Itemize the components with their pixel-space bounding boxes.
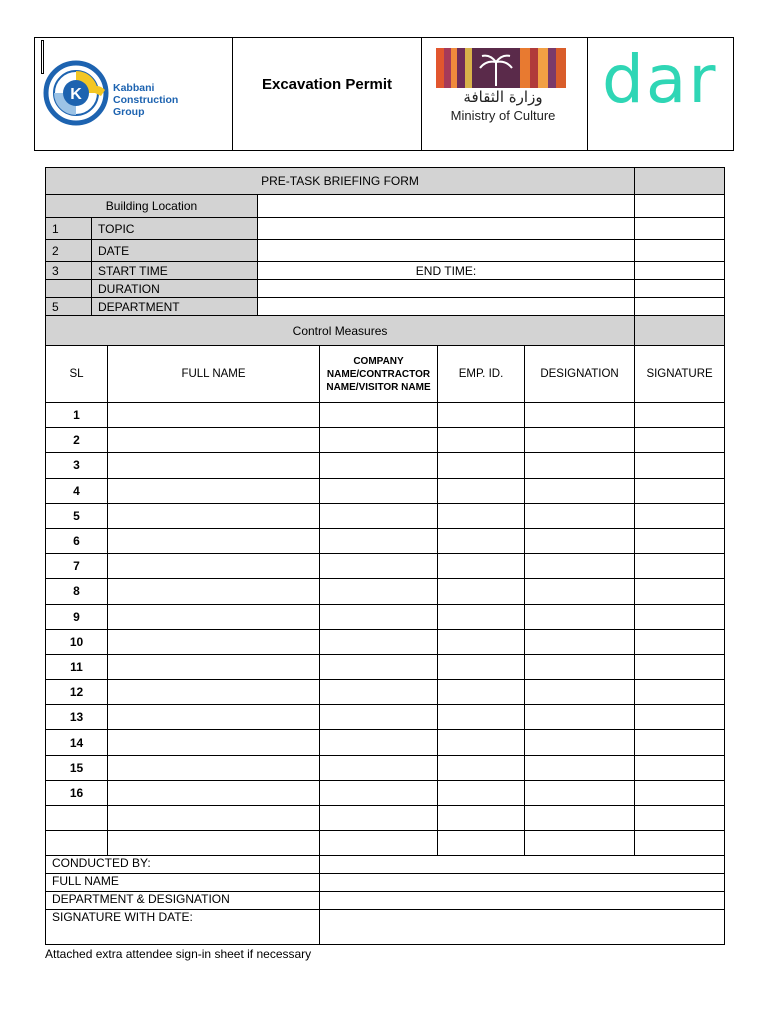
attendee-row [46,453,725,478]
attendee-company-field[interactable] [320,680,438,705]
side-cell [635,240,725,262]
attendee-header-row [46,346,725,403]
attendee-signature-field[interactable] [635,730,725,755]
column-header-full-name: FULL NAME [108,346,320,403]
attendee-designation-field[interactable] [525,780,635,805]
attendee-row [46,831,725,856]
duration-field[interactable] [258,280,635,298]
attendee-signature-field[interactable] [635,503,725,528]
attendee-signature-field[interactable] [635,478,725,503]
attendee-company-field[interactable] [320,831,438,856]
kabbani-logo-cell [35,38,233,150]
side-cell [635,262,725,280]
info-row-start-time [46,262,725,280]
attendee-full-name-field[interactable] [108,831,320,856]
attendee-emp-id-field[interactable] [438,831,525,856]
side-cell [635,316,725,346]
attendee-signature-field[interactable] [635,528,725,553]
attendee-designation-field[interactable] [525,730,635,755]
info-row-topic [46,218,725,240]
attendee-sl: 12 [46,680,108,705]
attendee-full-name-field[interactable] [108,680,320,705]
ministry-name: Ministry of Culture [450,108,556,123]
attendee-sl [46,806,108,831]
attendee-emp-id-field[interactable] [438,629,525,654]
attendee-sl: 7 [46,554,108,579]
attendee-emp-id-field[interactable] [438,478,525,503]
attendee-signature-field[interactable] [635,579,725,604]
conducted-by-row [46,874,725,892]
building-location-field[interactable] [258,195,635,218]
conducted-by-field[interactable] [320,910,725,945]
attendee-row [46,478,725,503]
conducted-by-field[interactable] [320,892,725,910]
attendee-row [46,780,725,805]
column-header-sl: SL [46,346,108,403]
conducted-by-label: DEPARTMENT & DESIGNATION [46,892,320,910]
attendee-company-field[interactable] [320,780,438,805]
conducted-by-label: CONDUCTED BY: [46,856,320,874]
attendee-emp-id-field[interactable] [438,705,525,730]
attendee-designation-field[interactable] [525,478,635,503]
info-row-label: DURATION [92,280,258,298]
attendee-signature-field[interactable] [635,453,725,478]
form-title-side-cell [635,168,725,195]
conducted-by-field[interactable] [320,856,725,874]
attendee-emp-id-field[interactable] [438,680,525,705]
attendee-sl: 13 [46,705,108,730]
attendee-designation-field[interactable] [525,428,635,453]
attendee-designation-field[interactable] [525,806,635,831]
attendee-company-field[interactable] [320,629,438,654]
permit-title-cell [233,38,422,150]
attendee-designation-field[interactable] [525,654,635,679]
form-title: PRE-TASK BRIEFING FORM [46,168,635,195]
attendee-company-field[interactable] [320,654,438,679]
attendee-full-name-field[interactable] [108,654,320,679]
attendee-designation-field[interactable] [525,629,635,654]
conducted-by-field[interactable] [320,874,725,892]
attendee-company-field[interactable] [320,554,438,579]
attendee-company-field[interactable] [320,453,438,478]
attendee-emp-id-field[interactable] [438,604,525,629]
attendee-sl: 15 [46,755,108,780]
attendee-sl: 10 [46,629,108,654]
attendee-full-name-field[interactable] [108,629,320,654]
attendee-full-name-field[interactable] [108,503,320,528]
footnote: Attached extra attendee sign-in sheet if necessary [45,947,312,961]
attendee-sl: 1 [46,403,108,428]
attendee-company-field[interactable] [320,806,438,831]
dar-logo: dar [602,41,718,118]
attendee-emp-id-field[interactable] [438,654,525,679]
attendee-sl: 8 [46,579,108,604]
attendee-company-field[interactable] [320,705,438,730]
attendee-company-field[interactable] [320,403,438,428]
attendee-row [46,428,725,453]
attendee-emp-id-field[interactable] [438,730,525,755]
attendee-emp-id-field[interactable] [438,806,525,831]
attendee-row [46,755,725,780]
attendee-signature-field[interactable] [635,780,725,805]
attendee-emp-id-field[interactable] [438,755,525,780]
attendee-designation-field[interactable] [525,528,635,553]
attendee-signature-field[interactable] [635,428,725,453]
attendee-sl: 6 [46,528,108,553]
info-row-date [46,240,725,262]
attendee-signature-field[interactable] [635,705,725,730]
attendee-emp-id-field[interactable] [438,503,525,528]
info-row-label: TOPIC [92,218,258,240]
control-measures-row [46,316,725,346]
info-row-label: DEPARTMENT [92,298,258,316]
attendee-signature-field[interactable] [635,629,725,654]
attendee-company-field[interactable] [320,428,438,453]
date-field[interactable] [258,240,635,262]
form-title-row [46,168,725,195]
side-cell [635,280,725,298]
attendee-row [46,629,725,654]
attendee-signature-field[interactable] [635,755,725,780]
attendee-signature-field[interactable] [635,654,725,679]
attendee-full-name-field[interactable] [108,554,320,579]
column-header-emp-id: EMP. ID. [438,346,525,403]
attendee-designation-field[interactable] [525,579,635,604]
attendee-company-field[interactable] [320,528,438,553]
attendee-full-name-field[interactable] [108,528,320,553]
column-header-designation: DESIGNATION [525,346,635,403]
side-cell [635,218,725,240]
ministry-logo-cell [422,38,588,150]
attendee-row [46,654,725,679]
attendee-company-field[interactable] [320,503,438,528]
attendee-row [46,528,725,553]
info-row-department [46,298,725,316]
department-field[interactable] [258,298,635,316]
column-header-company: COMPANY NAME/CONTRACTOR NAME/VISITOR NAME [320,346,438,403]
attendee-sl: 9 [46,604,108,629]
attendee-sl: 14 [46,730,108,755]
conducted-by-row [46,910,725,945]
attendee-signature-field[interactable] [635,403,725,428]
attendee-emp-id-field[interactable] [438,579,525,604]
attendee-designation-field[interactable] [525,403,635,428]
conducted-by-label: FULL NAME [46,874,320,892]
attendee-emp-id-field[interactable] [438,403,525,428]
attendee-company-field[interactable] [320,478,438,503]
attendee-full-name-field[interactable] [108,780,320,805]
attendee-sl: 3 [46,453,108,478]
attendee-designation-field[interactable] [525,680,635,705]
control-measures-label: Control Measures [46,316,635,346]
conducted-by-row [46,856,725,874]
attendee-signature-field[interactable] [635,604,725,629]
attendee-emp-id-field[interactable] [438,528,525,553]
side-cell [635,298,725,316]
kabbani-logo-icon [43,60,109,126]
info-row-number: 2 [46,240,92,262]
pre-task-briefing-table [45,167,725,945]
info-row-number: 3 [46,262,92,280]
side-cell [635,195,725,218]
conducted-by-label: SIGNATURE WITH DATE: [46,910,320,945]
info-row-label: START TIME [92,262,258,280]
attendee-designation-field[interactable] [525,831,635,856]
attendee-row [46,730,725,755]
attendee-signature-field[interactable] [635,806,725,831]
attendee-sl: 4 [46,478,108,503]
attendee-sl: 11 [46,654,108,679]
attendee-full-name-field[interactable] [108,604,320,629]
attendee-designation-field[interactable] [525,453,635,478]
dar-logo-cell [588,38,733,150]
info-row-label: DATE [92,240,258,262]
attendee-full-name-field[interactable] [108,478,320,503]
document-header [34,37,734,151]
attendee-row [46,403,725,428]
attendee-emp-id-field[interactable] [438,780,525,805]
attendee-full-name-field[interactable] [108,453,320,478]
attendee-company-field[interactable] [320,579,438,604]
attendee-designation-field[interactable] [525,705,635,730]
info-row-number [46,280,92,298]
attendee-signature-field[interactable] [635,831,725,856]
building-location-row [46,195,725,218]
attendee-signature-field[interactable] [635,680,725,705]
attendee-rows [46,403,725,856]
attendee-sl: 5 [46,503,108,528]
end-time-label[interactable]: END TIME: [258,262,635,280]
attendee-company-field[interactable] [320,730,438,755]
attendee-designation-field[interactable] [525,503,635,528]
building-location-label: Building Location [46,195,258,218]
attendee-company-field[interactable] [320,755,438,780]
attendee-sl: 2 [46,428,108,453]
attendee-full-name-field[interactable] [108,755,320,780]
attendee-full-name-field[interactable] [108,730,320,755]
attendee-full-name-field[interactable] [108,403,320,428]
attendee-row [46,604,725,629]
attendee-emp-id-field[interactable] [438,554,525,579]
attendee-row [46,579,725,604]
attendee-row [46,503,725,528]
attendee-full-name-field[interactable] [108,579,320,604]
attendee-designation-field[interactable] [525,755,635,780]
kabbani-company-name: Kabbani Construction Group [113,82,179,118]
attendee-designation-field[interactable] [525,554,635,579]
info-row-duration [46,280,725,298]
attendee-designation-field[interactable] [525,604,635,629]
topic-field[interactable] [258,218,635,240]
attendee-full-name-field[interactable] [108,806,320,831]
attendee-row [46,680,725,705]
info-row-number: 1 [46,218,92,240]
attendee-row [46,554,725,579]
column-header-signature: SIGNATURE [635,346,725,403]
ministry-arabic-name: وزارة الثقافة [463,88,543,106]
attendee-emp-id-field[interactable] [438,428,525,453]
conducted-by-section [46,856,725,945]
attendee-row [46,806,725,831]
attendee-sl: 16 [46,780,108,805]
attendee-sl [46,831,108,856]
permit-title: Excavation Permit [261,76,393,93]
attendee-emp-id-field[interactable] [438,453,525,478]
kabbani-initial: K [70,86,82,103]
attendee-full-name-field[interactable] [108,705,320,730]
attendee-company-field[interactable] [320,604,438,629]
attendee-row [46,705,725,730]
attendee-full-name-field[interactable] [108,428,320,453]
attendee-signature-field[interactable] [635,554,725,579]
info-row-number: 5 [46,298,92,316]
conducted-by-row [46,892,725,910]
